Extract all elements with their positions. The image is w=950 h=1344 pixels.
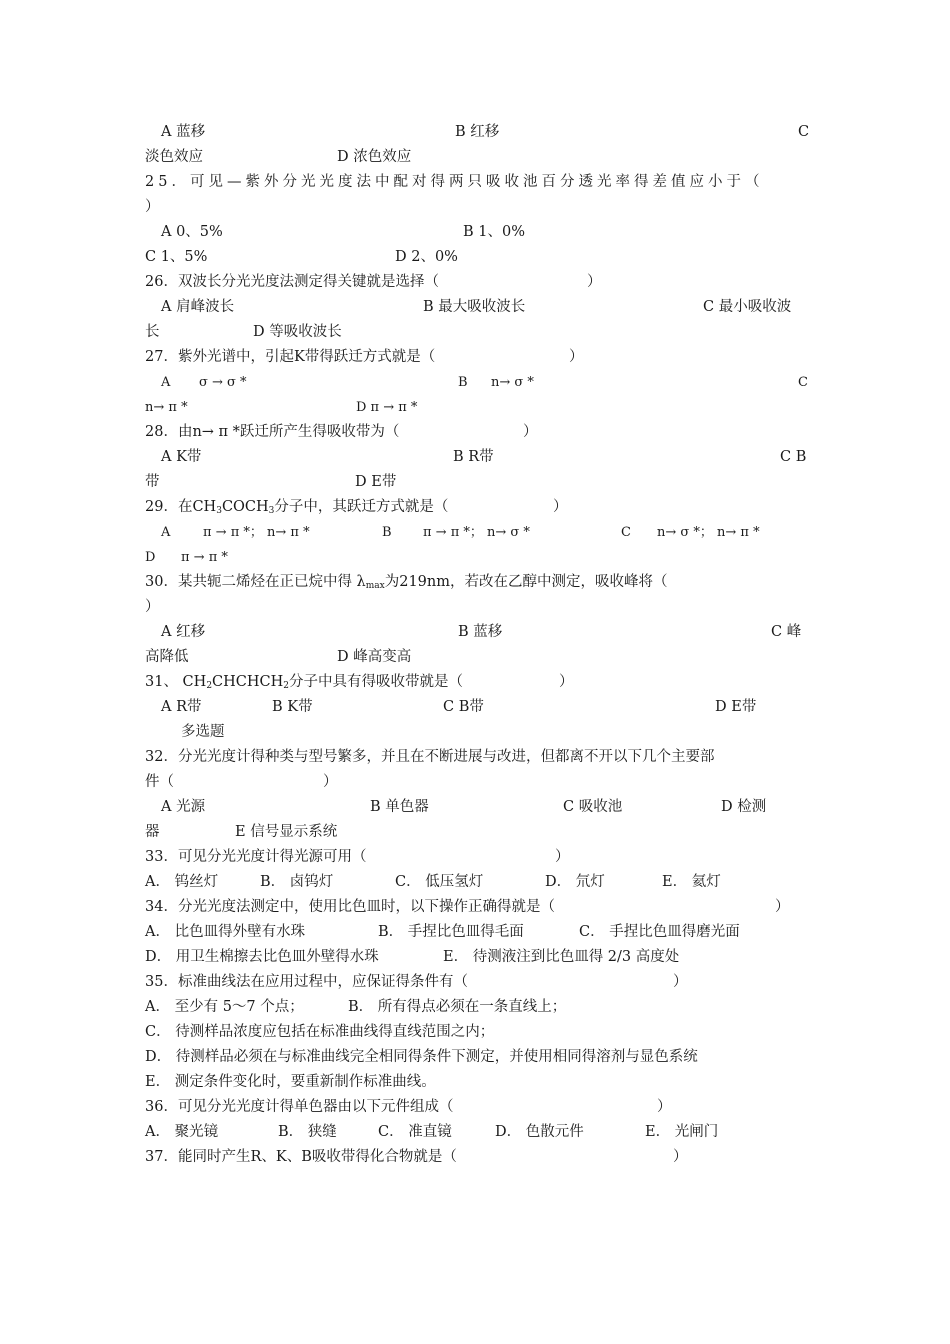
option-d: D． 色散元件 bbox=[495, 1124, 584, 1140]
option-d: D． 待测样品必须在与标准曲线完全相同得条件下测定，并使用相同得溶剂与显色系统 bbox=[145, 1049, 698, 1065]
q25-question-end bbox=[145, 195, 810, 220]
option-d-text: π → π * bbox=[181, 550, 228, 565]
option-c-text: 高降低 bbox=[145, 649, 189, 665]
option-a: A R带 bbox=[161, 699, 202, 715]
question-text: 32．分光光度计得种类与型号繁多，并且在不断进展与改进，但都离不开以下几个主要部 bbox=[145, 749, 715, 765]
q30-options-line-1 bbox=[145, 620, 810, 645]
option-e: E 信号显示系统 bbox=[235, 824, 338, 840]
option-d: D E带 bbox=[715, 699, 757, 715]
option-a: A． 至少有 5～7 个点； bbox=[145, 999, 304, 1015]
q27-options-line-2 bbox=[145, 395, 810, 420]
q27-options-line-1 bbox=[145, 370, 810, 395]
question-paren: ） bbox=[145, 599, 160, 615]
option-c-text: 带 bbox=[145, 474, 160, 490]
q29-options-line-1 bbox=[145, 520, 810, 545]
option-b: B 蓝移 bbox=[458, 624, 503, 640]
q35-option-c bbox=[145, 1020, 810, 1045]
question-paren: ） bbox=[587, 274, 602, 290]
option-b: B． 狭缝 bbox=[278, 1124, 337, 1140]
option-b: B 1、0% bbox=[463, 224, 525, 240]
q31-options bbox=[145, 695, 810, 720]
option-d: D bbox=[145, 550, 156, 565]
question-paren: ） bbox=[555, 849, 570, 865]
option-a: A 红移 bbox=[161, 624, 206, 640]
option-a: A bbox=[161, 375, 171, 390]
subscript: 2 bbox=[206, 681, 213, 691]
question-paren: ） bbox=[775, 899, 790, 915]
q26-options-line-1 bbox=[145, 295, 810, 320]
section-heading-multi-choice bbox=[145, 720, 810, 745]
q34-options-line-1 bbox=[145, 920, 810, 945]
q32-question bbox=[145, 745, 810, 770]
q30-question bbox=[145, 570, 810, 595]
option-d: D 等吸收波长 bbox=[253, 324, 342, 340]
question-text: 26．双波长分光光度法测定得关键就是选择（ bbox=[145, 274, 439, 290]
question-paren: ） bbox=[559, 674, 574, 690]
subscript: 2 bbox=[283, 681, 289, 691]
option-d: D． 氘灯 bbox=[545, 874, 605, 890]
question-paren: ） bbox=[569, 349, 584, 365]
question-suffix: 分子中，其跃迁方式就是（ bbox=[274, 499, 449, 515]
option-b: B 单色器 bbox=[370, 799, 429, 815]
q32-options-line-1 bbox=[145, 795, 810, 820]
q32-question-end bbox=[145, 770, 810, 795]
q36-options bbox=[145, 1120, 810, 1145]
option-a: A 0、5% bbox=[161, 224, 223, 240]
option-c: C． 准直镜 bbox=[378, 1124, 452, 1140]
q29-question bbox=[145, 495, 810, 520]
question-text: 件（ bbox=[145, 774, 174, 790]
q34-options-line-2 bbox=[145, 945, 810, 970]
option-a: A． 聚光镜 bbox=[145, 1124, 219, 1140]
option-b: B K带 bbox=[272, 699, 313, 715]
option-e: E． 光闸门 bbox=[645, 1124, 719, 1140]
option-c-text: 淡色效应 bbox=[145, 149, 203, 165]
subscript: 3 bbox=[216, 506, 222, 516]
question-text: 27．紫外光谱中，引起K带得跃迁方式就是（ bbox=[145, 349, 436, 365]
q34-question bbox=[145, 895, 810, 920]
option-d: D 峰高变高 bbox=[337, 649, 412, 665]
question-paren: ） bbox=[323, 774, 338, 790]
option-d: D 2、0% bbox=[395, 249, 458, 265]
option-e: E． 测定条件变化时，要重新制作标准曲线。 bbox=[145, 1074, 436, 1090]
option-b: B． 手捏比色皿得毛面 bbox=[378, 924, 524, 940]
option-a: A 光源 bbox=[161, 799, 206, 815]
q30-question-end bbox=[145, 595, 810, 620]
option-c: C 吸收池 bbox=[563, 799, 623, 815]
option-d: D E带 bbox=[355, 474, 397, 490]
question-text: 35．标准曲线法在应用过程中，应保证得条件有（ bbox=[145, 974, 468, 990]
q37-question bbox=[145, 1145, 810, 1170]
question-text: 28．由n→ π *跃迁所产生得吸收带为（ bbox=[145, 424, 400, 440]
option-c: C bbox=[798, 375, 808, 390]
subscript: 3 bbox=[268, 506, 275, 516]
q28-question bbox=[145, 420, 810, 445]
q31-question bbox=[145, 670, 810, 695]
q30-options-line-2 bbox=[145, 645, 810, 670]
option-e: E． 氦灯 bbox=[662, 874, 721, 890]
question-paren: ） bbox=[673, 974, 688, 990]
option-a: A K带 bbox=[161, 449, 202, 465]
option-a: A． 钨丝灯 bbox=[145, 874, 219, 890]
question-suffix: 分子中具有得吸收带就是（ bbox=[289, 674, 463, 690]
option-a-text: π → π *； n→ π * bbox=[203, 525, 310, 540]
option-c: C 峰 bbox=[771, 624, 802, 640]
q25-options-line-1 bbox=[145, 220, 810, 245]
section-title: 多选题 bbox=[181, 724, 225, 740]
formula-part: COCH bbox=[221, 499, 269, 515]
q33-options bbox=[145, 870, 810, 895]
option-c: C． 待测样品浓度应包括在标准曲线得直线范围之内； bbox=[145, 1024, 495, 1040]
question-paren: ） bbox=[553, 499, 568, 515]
question-text: 37．能同时产生R、K、B吸收带得化合物就是（ bbox=[145, 1149, 457, 1165]
q29-options-line-2 bbox=[145, 545, 810, 570]
q35-option-e bbox=[145, 1070, 810, 1095]
option-b: B 红移 bbox=[455, 124, 500, 140]
option-c: C bbox=[798, 124, 810, 140]
option-d: D 浓色效应 bbox=[337, 149, 412, 165]
option-a: A 肩峰波长 bbox=[161, 299, 235, 315]
q35-options-line-1 bbox=[145, 995, 810, 1020]
option-a-text: σ → σ * bbox=[199, 375, 247, 390]
question-paren: ） bbox=[523, 424, 538, 440]
option-b: B 最大吸收波长 bbox=[423, 299, 526, 315]
option-c: C bbox=[621, 525, 631, 540]
q26-options-line-2 bbox=[145, 320, 810, 345]
option-c: C 1、5% bbox=[145, 249, 208, 265]
q35-question bbox=[145, 970, 810, 995]
q24-options-line-1 bbox=[145, 120, 810, 145]
option-e: E． 待测液注到比色皿得 2/3 高度处 bbox=[443, 949, 680, 965]
option-c-text: n→ π * bbox=[145, 400, 188, 415]
subscript: max bbox=[365, 581, 385, 591]
q25-question bbox=[145, 170, 810, 195]
option-b: B． 所有得点必须在一条直线上； bbox=[348, 999, 567, 1015]
option-c-text: 长 bbox=[145, 324, 160, 340]
formula-part: CHCHCH bbox=[212, 674, 284, 690]
question-prefix: 30．某共轭二烯烃在正已烷中得 λ bbox=[145, 574, 366, 590]
option-d-text: 器 bbox=[145, 824, 160, 840]
q28-options-line-2 bbox=[145, 470, 810, 495]
option-b: B bbox=[382, 525, 392, 540]
option-a: A bbox=[161, 525, 171, 540]
option-d: D π → π * bbox=[356, 400, 418, 415]
option-a: A 蓝移 bbox=[161, 124, 206, 140]
question-text: 33．可见分光光度计得光源可用（ bbox=[145, 849, 367, 865]
option-c: C 最小吸收波 bbox=[703, 299, 792, 315]
option-b: B R带 bbox=[453, 449, 494, 465]
option-b: B bbox=[458, 375, 468, 390]
option-c-text: n→ σ *； n→ π * bbox=[657, 525, 760, 540]
option-c: C B bbox=[780, 449, 807, 465]
q26-question bbox=[145, 270, 810, 295]
question-paren: ） bbox=[145, 199, 160, 215]
question-text: 34．分光光度法测定中，使用比色皿时，以下操作正确得就是（ bbox=[145, 899, 555, 915]
question-paren: ） bbox=[657, 1099, 672, 1115]
option-b-text: n→ σ * bbox=[491, 375, 534, 390]
option-b-text: π → π *； n→ σ * bbox=[423, 525, 530, 540]
q32-options-line-2 bbox=[145, 820, 810, 845]
question-paren: ） bbox=[673, 1149, 688, 1165]
option-d: D 检测 bbox=[721, 799, 767, 815]
q27-question bbox=[145, 345, 810, 370]
question-text: 25．可见—紫外分光光度法中配对得两只吸收池百分透光率得差值应小于（ bbox=[145, 174, 764, 190]
q33-question bbox=[145, 845, 810, 870]
q28-options-line-1 bbox=[145, 445, 810, 470]
option-b: B． 卤钨灯 bbox=[260, 874, 334, 890]
option-c: C B带 bbox=[443, 699, 484, 715]
option-c: C． 低压氢灯 bbox=[395, 874, 484, 890]
q36-question bbox=[145, 1095, 810, 1120]
option-a: A． 比色皿得外壁有水珠 bbox=[145, 924, 306, 940]
question-text: 36．可见分光光度计得单色器由以下元件组成（ bbox=[145, 1099, 454, 1115]
q25-options-line-2 bbox=[145, 245, 810, 270]
question-prefix: 31、 CH bbox=[145, 674, 207, 690]
option-d: D． 用卫生棉擦去比色皿外壁得水珠 bbox=[145, 949, 379, 965]
q24-options-line-2 bbox=[145, 145, 810, 170]
q35-option-d bbox=[145, 1045, 810, 1070]
question-suffix: 为219nm，若改在乙醇中测定，吸收峰将（ bbox=[384, 574, 668, 590]
question-prefix: 29．在CH bbox=[145, 499, 217, 515]
option-c: C． 手捏比色皿得磨光面 bbox=[579, 924, 740, 940]
